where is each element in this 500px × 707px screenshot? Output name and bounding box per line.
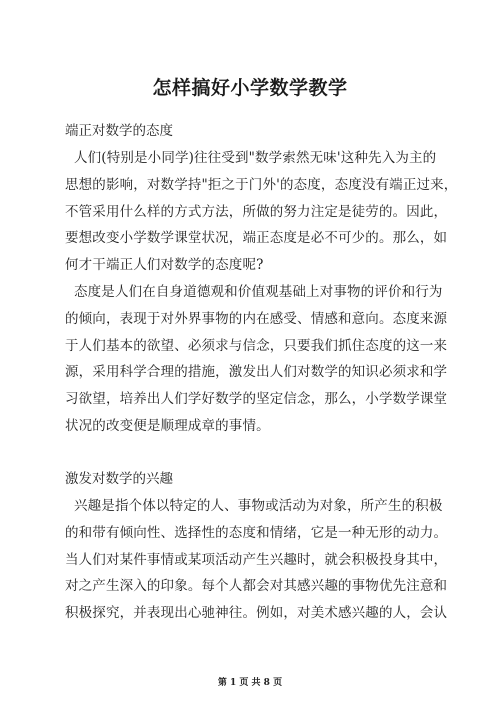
paragraph-line: 习欲望，培养出人们学好数学的坚定信念，那么，小学数学课堂 (65, 391, 448, 408)
paragraph-line: 人们(特别是小同学)往往受到"数学索然无味'这种先入为主的 (74, 150, 437, 166)
paragraph-line: 当人们对某件事情或某项活动产生兴趣时，就会积极投身其中， (65, 551, 448, 568)
document-title: 怎样搞好小学数学教学 (152, 77, 348, 99)
paragraph (65, 493, 451, 627)
paragraph-line: 源，采用科学合理的措施，激发出人们对数学的知识必须求和学 (65, 364, 448, 381)
paragraph-line: 兴趣是指个体以特定的人、事物或活动为对象，所产生的积极 (74, 498, 443, 514)
paragraph-line: 不管采用什么样的方式方法，所做的努力注定是徒劳的。因此， (65, 203, 448, 220)
section-heading: 端正对数学的态度 (65, 123, 173, 139)
section-heading: 激发对数学的兴趣 (65, 471, 173, 487)
paragraph-line: 思想的影响，对数学持"拒之于门外'的态度，态度没有端正过来， (65, 176, 458, 193)
paragraph-line: 对之产生深入的印象。每个人都会对其感兴趣的事物优先注意和 (65, 578, 448, 595)
paragraph-line: 的倾向，表现于对外界事物的内在感受、情感和意向。态度来源 (65, 310, 448, 327)
paragraph-line: 要想改变小学数学课堂状况，端正态度是必不可少的。那么，如 (65, 230, 448, 247)
paragraph-line: 状况的改变便是顺理成章的事情。 (65, 417, 270, 434)
paragraph (65, 145, 458, 279)
paragraph (65, 279, 451, 440)
paragraph-line: 的和带有倾向性、选择性的态度和情绪，它是一种无形的动力。 (65, 524, 448, 541)
paragraph-line: 态度是人们在自身道德观和价值观基础上对事物的评价和行为 (74, 284, 443, 300)
paragraph-line: 于人们基本的欲望、必须求与信念，只要我们抓住态度的这一来 (65, 337, 448, 354)
page-number-footer: 第 1 页 共 8 页 (217, 678, 283, 688)
paragraph-line: 积极探究，并表现出心驰神往。例如，对美术感兴趣的人，会认 (65, 605, 448, 622)
paragraph-line: 何才干端正人们对数学的态度呢? (65, 257, 264, 274)
